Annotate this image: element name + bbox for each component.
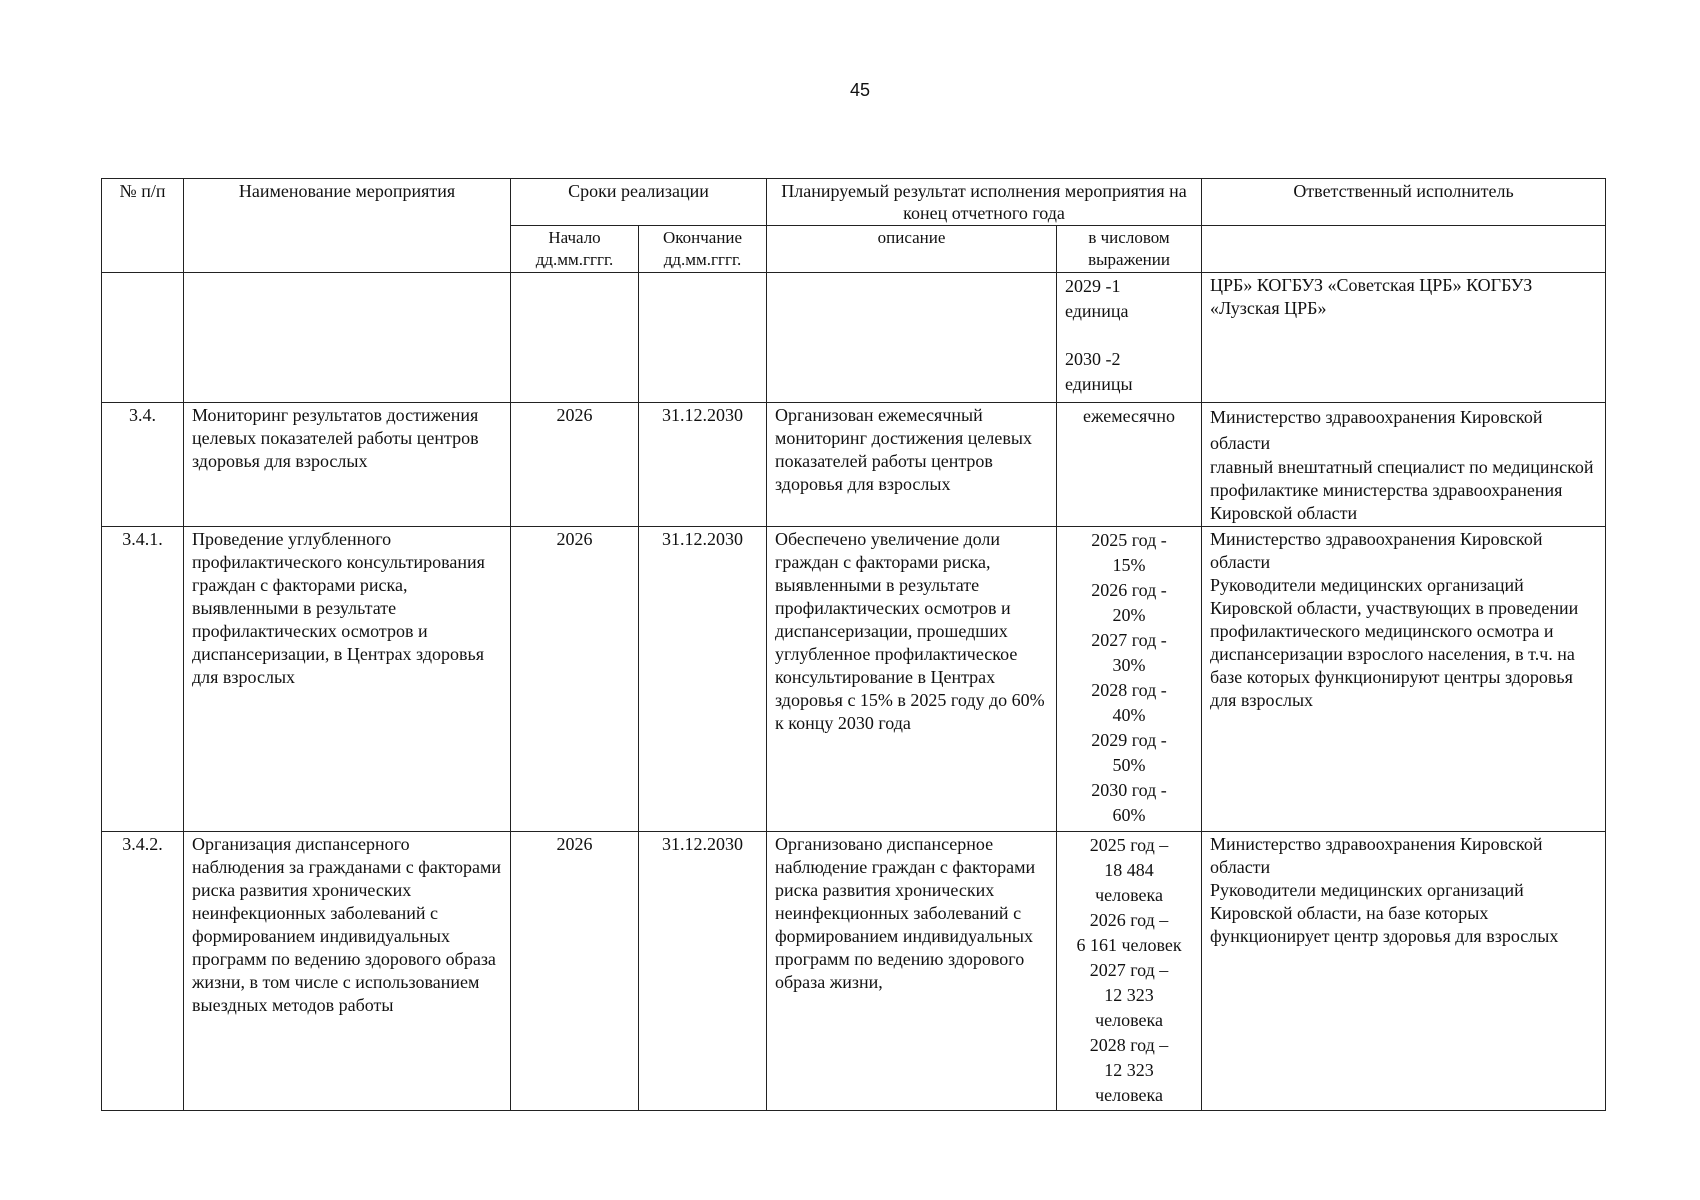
- row-numeric: [1057, 832, 1202, 1111]
- numeric-line: 12 323: [1104, 985, 1154, 1005]
- row-responsible: [1202, 403, 1606, 527]
- row-start: 2026: [511, 832, 639, 1111]
- numeric-line: человека: [1095, 885, 1163, 905]
- row-num: [102, 273, 184, 403]
- header-result: Планируемый результат исполнения мероприятия на конец отчетного года: [767, 179, 1202, 226]
- header-name: Наименование мероприятия: [184, 179, 511, 273]
- row-numeric: [1057, 403, 1202, 527]
- header-num: № п/п: [102, 179, 184, 273]
- header-description: описание: [767, 226, 1057, 273]
- header-terms: Сроки реализации: [511, 179, 767, 226]
- responsible-line: главный внештатный специалист по медицинской профилактике министерства здравоохранения Кировской области: [1210, 457, 1594, 523]
- numeric-line: 2026 год –: [1089, 910, 1169, 930]
- table-row: [102, 527, 1606, 832]
- responsible-line: Руководители медицинских организаций Кировской области, на базе которых функционирует центр здоровья для взрослых: [1210, 880, 1559, 946]
- numeric-line: ежемесячно: [1083, 406, 1175, 426]
- row-responsible: [1202, 273, 1606, 403]
- numeric-line: 2027 год –: [1089, 960, 1169, 980]
- numeric-line: 2028 год -: [1091, 680, 1167, 700]
- header-end: Окончание дд.мм.гггг.: [639, 226, 767, 273]
- header-start: Начало дд.мм.гггг.: [511, 226, 639, 273]
- row-responsible: [1202, 527, 1606, 832]
- numeric-line: 20%: [1112, 605, 1146, 625]
- row-name: [184, 273, 511, 403]
- row-responsible: [1202, 832, 1606, 1111]
- numeric-line: 50%: [1112, 755, 1146, 775]
- table-row: [102, 273, 1606, 403]
- table-row: [102, 403, 1606, 527]
- header-responsible: Ответственный исполнитель: [1202, 179, 1606, 226]
- row-description: [767, 273, 1057, 403]
- row-end: 31.12.2030: [639, 403, 767, 527]
- numeric-line: 2028 год –: [1089, 1035, 1169, 1055]
- row-end: [639, 273, 767, 403]
- numeric-line: 2030 -2: [1065, 349, 1121, 369]
- numeric-line: 2026 год -: [1091, 580, 1167, 600]
- table-row: [102, 832, 1606, 1111]
- numeric-line: 2025 год -: [1091, 530, 1167, 550]
- row-numeric: [1057, 527, 1202, 832]
- numeric-gap: [1065, 324, 1193, 347]
- numeric-line: 60%: [1112, 805, 1146, 825]
- row-start: [511, 273, 639, 403]
- header-numeric: в числовом выражении: [1057, 226, 1202, 273]
- header-responsible-empty: [1202, 226, 1606, 273]
- activities-table: [101, 178, 1606, 1111]
- row-start: 2026: [511, 527, 639, 832]
- row-description: Организовано диспансерное наблюдение граждан с факторами риска развития хронических неинфекционных заболеваний с формированием индивидуальных программ по ведению здорового образа жизни,: [767, 832, 1057, 1111]
- row-end: 31.12.2030: [639, 527, 767, 832]
- numeric-line: 2030 год -: [1091, 780, 1167, 800]
- row-name: Организация диспансерного наблюдения за гражданами с факторами риска развития хронических неинфекционных заболеваний с формированием индивидуальных программ по ведению здорового образа жизни, в том числе с использованием выездных методов работы: [184, 832, 511, 1111]
- row-name: Проведение углубленного профилактического консультирования граждан с факторами риска, выявленными в результате профилактических осмотров и диспансеризации, в Центрах здоровья для взрослых: [184, 527, 511, 832]
- row-name: Мониторинг результатов достижения целевых показателей работы центров здоровья для взрослых: [184, 403, 511, 527]
- header-row-1: [102, 179, 1606, 226]
- responsible-line: Министерство здравоохранения Кировской области: [1210, 834, 1543, 877]
- numeric-line: 2029 год -: [1091, 730, 1167, 750]
- responsible-line: ЦРБ» КОГБУЗ «Советская ЦРБ» КОГБУЗ «Лузская ЦРБ»: [1210, 275, 1533, 318]
- row-num: 3.4.1.: [102, 527, 184, 832]
- responsible-line: Руководители медицинских организаций Кировской области, участвующих в проведении профилактического медицинского осмотра и диспансеризации взрослого населения, в т.ч. на базе которых функционируют центры здоровья для взрослых: [1210, 575, 1579, 710]
- numeric-line: 15%: [1112, 555, 1146, 575]
- numeric-line: 18 484: [1104, 860, 1154, 880]
- page-number: 45: [849, 80, 871, 100]
- numeric-line: 12 323: [1104, 1060, 1154, 1080]
- numeric-line: 2025 год –: [1089, 835, 1169, 855]
- row-num: 3.4.2.: [102, 832, 184, 1111]
- row-num: 3.4.: [102, 403, 184, 527]
- numeric-line: единицы: [1065, 374, 1133, 394]
- row-end: 31.12.2030: [639, 832, 767, 1111]
- numeric-line: 40%: [1112, 705, 1146, 725]
- numeric-line: 6 161 человек: [1076, 935, 1182, 955]
- row-numeric: [1057, 273, 1202, 403]
- responsible-line: Министерство здравоохранения Кировской области: [1210, 529, 1543, 572]
- row-start: 2026: [511, 403, 639, 527]
- responsible-line: Министерство здравоохранения Кировской области: [1210, 407, 1543, 453]
- row-description: Организован ежемесячный мониторинг достижения целевых показателей работы центров здоровья для взрослых: [767, 403, 1057, 527]
- numeric-line: человека: [1095, 1010, 1163, 1030]
- numeric-line: 2029 -1: [1065, 276, 1121, 296]
- numeric-line: 30%: [1112, 655, 1146, 675]
- row-description: Обеспечено увеличение доли граждан с факторами риска, выявленными в результате профилактических осмотров и диспансеризации, прошедших углубленное профилактическое консультирование в Центрах здоровья с 15% в 2025 году до 60% к концу 2030 года: [767, 527, 1057, 832]
- numeric-line: человека: [1095, 1085, 1163, 1105]
- numeric-line: 2027 год -: [1091, 630, 1167, 650]
- numeric-line: единица: [1065, 301, 1129, 321]
